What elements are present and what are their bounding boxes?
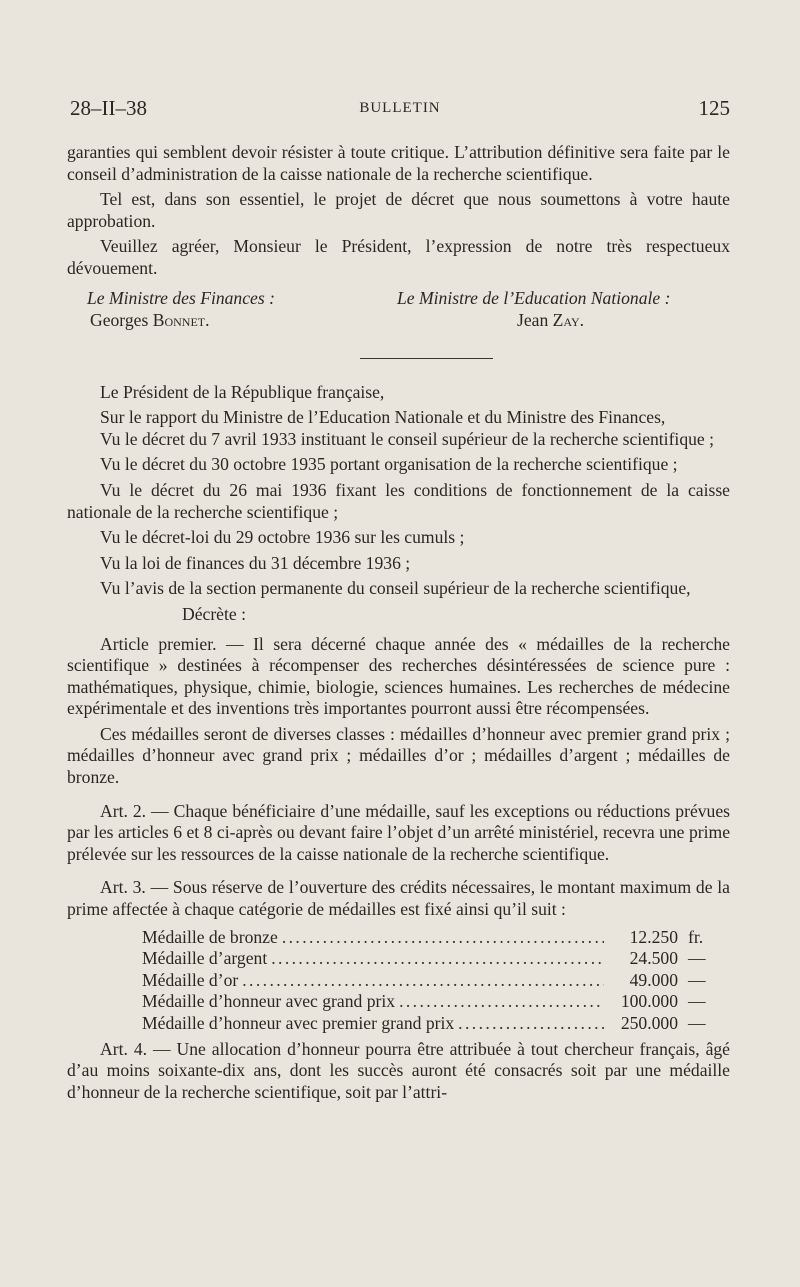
- medal-amount: 49.000: [629, 969, 678, 990]
- intro-paragraph-2: Tel est, dans son essentiel, le projet de décret que nous soumettons à votre haute approbation.: [67, 189, 730, 231]
- medal-unit: —: [688, 969, 706, 990]
- medal-unit: —: [688, 1013, 706, 1033]
- left-signature-title: Le Ministre des Finances :: [87, 287, 275, 308]
- medal-unit: —: [688, 948, 706, 969]
- document-body: [67, 142, 730, 1103]
- dot-leader: [242, 970, 604, 992]
- left-signature-name: Georges Bonnet.: [90, 309, 210, 330]
- page-header: [70, 96, 730, 126]
- medal-row: [142, 927, 722, 949]
- article-3: Art. 3. — Sous réserve de l’ouverture des crédits nécessaires, le montant maximum de la prime affectée à chaque catégorie de médailles est fixé ainsi qu’il suit :: [67, 877, 730, 920]
- medal-row: [142, 1013, 722, 1035]
- medal-unit: fr.: [688, 926, 704, 947]
- preamble-president: Le Président de la République française,: [100, 381, 385, 402]
- medal-name: Médaille d’honneur avec grand prix: [142, 991, 396, 1012]
- intro-paragraph-1: garanties qui semblent devoir résister à toute critique. L’attribution définitive sera faite par le conseil d’administration de la caisse nationale de la recherche scientifique.: [67, 142, 730, 184]
- medal-row: [142, 991, 722, 1013]
- dot-leader: [399, 991, 604, 1013]
- article-1: Article premier. — Il sera décerné chaque année des « médailles de la recherche scientifique » destinées à récompenser des recherches désintéressées de science pure : mathématiques, physique, chimie, biologie, sciences humaines. Les recherches de médecine expérimentale et des inventions très importantes pourront aussi être récompensées.: [67, 633, 730, 719]
- medal-name: Médaille de bronze: [142, 926, 278, 947]
- medal-amount: 24.500: [629, 948, 678, 969]
- preamble-vu-1935: Vu le décret du 30 octobre 1935 portant organisation de la recherche scientifique ;: [100, 454, 678, 475]
- medal-name: Médaille d’argent: [142, 948, 268, 969]
- preamble-vu-cumuls: Vu le décret-loi du 29 octobre 1936 sur les cumuls ;: [100, 527, 465, 548]
- preamble-rapport: Sur le rapport du Ministre de l’Education Nationale et du Ministre des Finances,: [100, 407, 666, 428]
- header-title: BULLETIN: [359, 100, 441, 116]
- preamble-vu-avis: Vu l’avis de la section permanente du conseil supérieur de la recherche scientifique,: [100, 578, 691, 599]
- medal-row: [142, 970, 722, 992]
- article-4: Art. 4. — Une allocation d’honneur pourra être attribuée à tout chercheur français, âgé d’au moins soixante-dix ans, dont les succès auront été consacrés soit par une médaille d’honneur de la recherche scientifique, soit par l’attri-: [67, 1038, 730, 1102]
- signature-titles: [67, 288, 730, 310]
- header-date: 28–II–38: [70, 96, 147, 120]
- medal-prime-table: [142, 927, 722, 1035]
- preamble-vu-1933: Vu le décret du 7 avril 1933 instituant le conseil supérieur de la recherche scientifique ;: [100, 428, 715, 449]
- signature-names: [67, 310, 730, 332]
- medal-name: Médaille d’honneur avec premier grand prix: [142, 1013, 455, 1033]
- medal-row: [142, 948, 722, 970]
- medal-amount: 100.000: [620, 991, 678, 1012]
- medal-amount: 250.000: [620, 1013, 678, 1033]
- medal-name: Médaille d’or: [142, 969, 239, 990]
- section-divider: [360, 358, 493, 359]
- decrete-heading: Décrète :: [182, 603, 246, 624]
- preamble-vu-1936-mai: Vu le décret du 26 mai 1936 fixant les conditions de fonctionnement de la caisse nationale de la recherche scientifique ;: [67, 479, 730, 522]
- intro-paragraph-3: Veuillez agréer, Monsieur le Président, l’expression de notre très respectueux dévouement.: [67, 236, 730, 278]
- dot-leader: [282, 927, 604, 949]
- article-1-classes: Ces médailles seront de diverses classes : médailles d’honneur avec premier grand prix ; médailles d’honneur avec grand prix ; médailles d’or ; médailles d’argent ; médailles de bronze.: [67, 723, 730, 788]
- page-number: 125: [698, 96, 730, 120]
- dot-leader: [458, 1013, 604, 1035]
- dot-leader: [271, 948, 604, 970]
- article-2: Art. 2. — Chaque bénéficiaire d’une médaille, sauf les exceptions ou réductions prévues par les articles 6 et 8 ci-après ou devant faire l’objet d’un arrêté ministériel, recevra une prime prélevée sur les ressources de la caisse nationale de la recherche scientifique.: [67, 800, 730, 864]
- preamble-vu-loi-finances: Vu la loi de finances du 31 décembre 1936 ;: [100, 552, 411, 573]
- medal-unit: —: [688, 991, 706, 1012]
- right-signature-title: Le Ministre de l’Education Nationale :: [397, 287, 671, 308]
- medal-amount: 12.250: [629, 926, 678, 947]
- right-signature-name: Jean Zay.: [517, 309, 585, 330]
